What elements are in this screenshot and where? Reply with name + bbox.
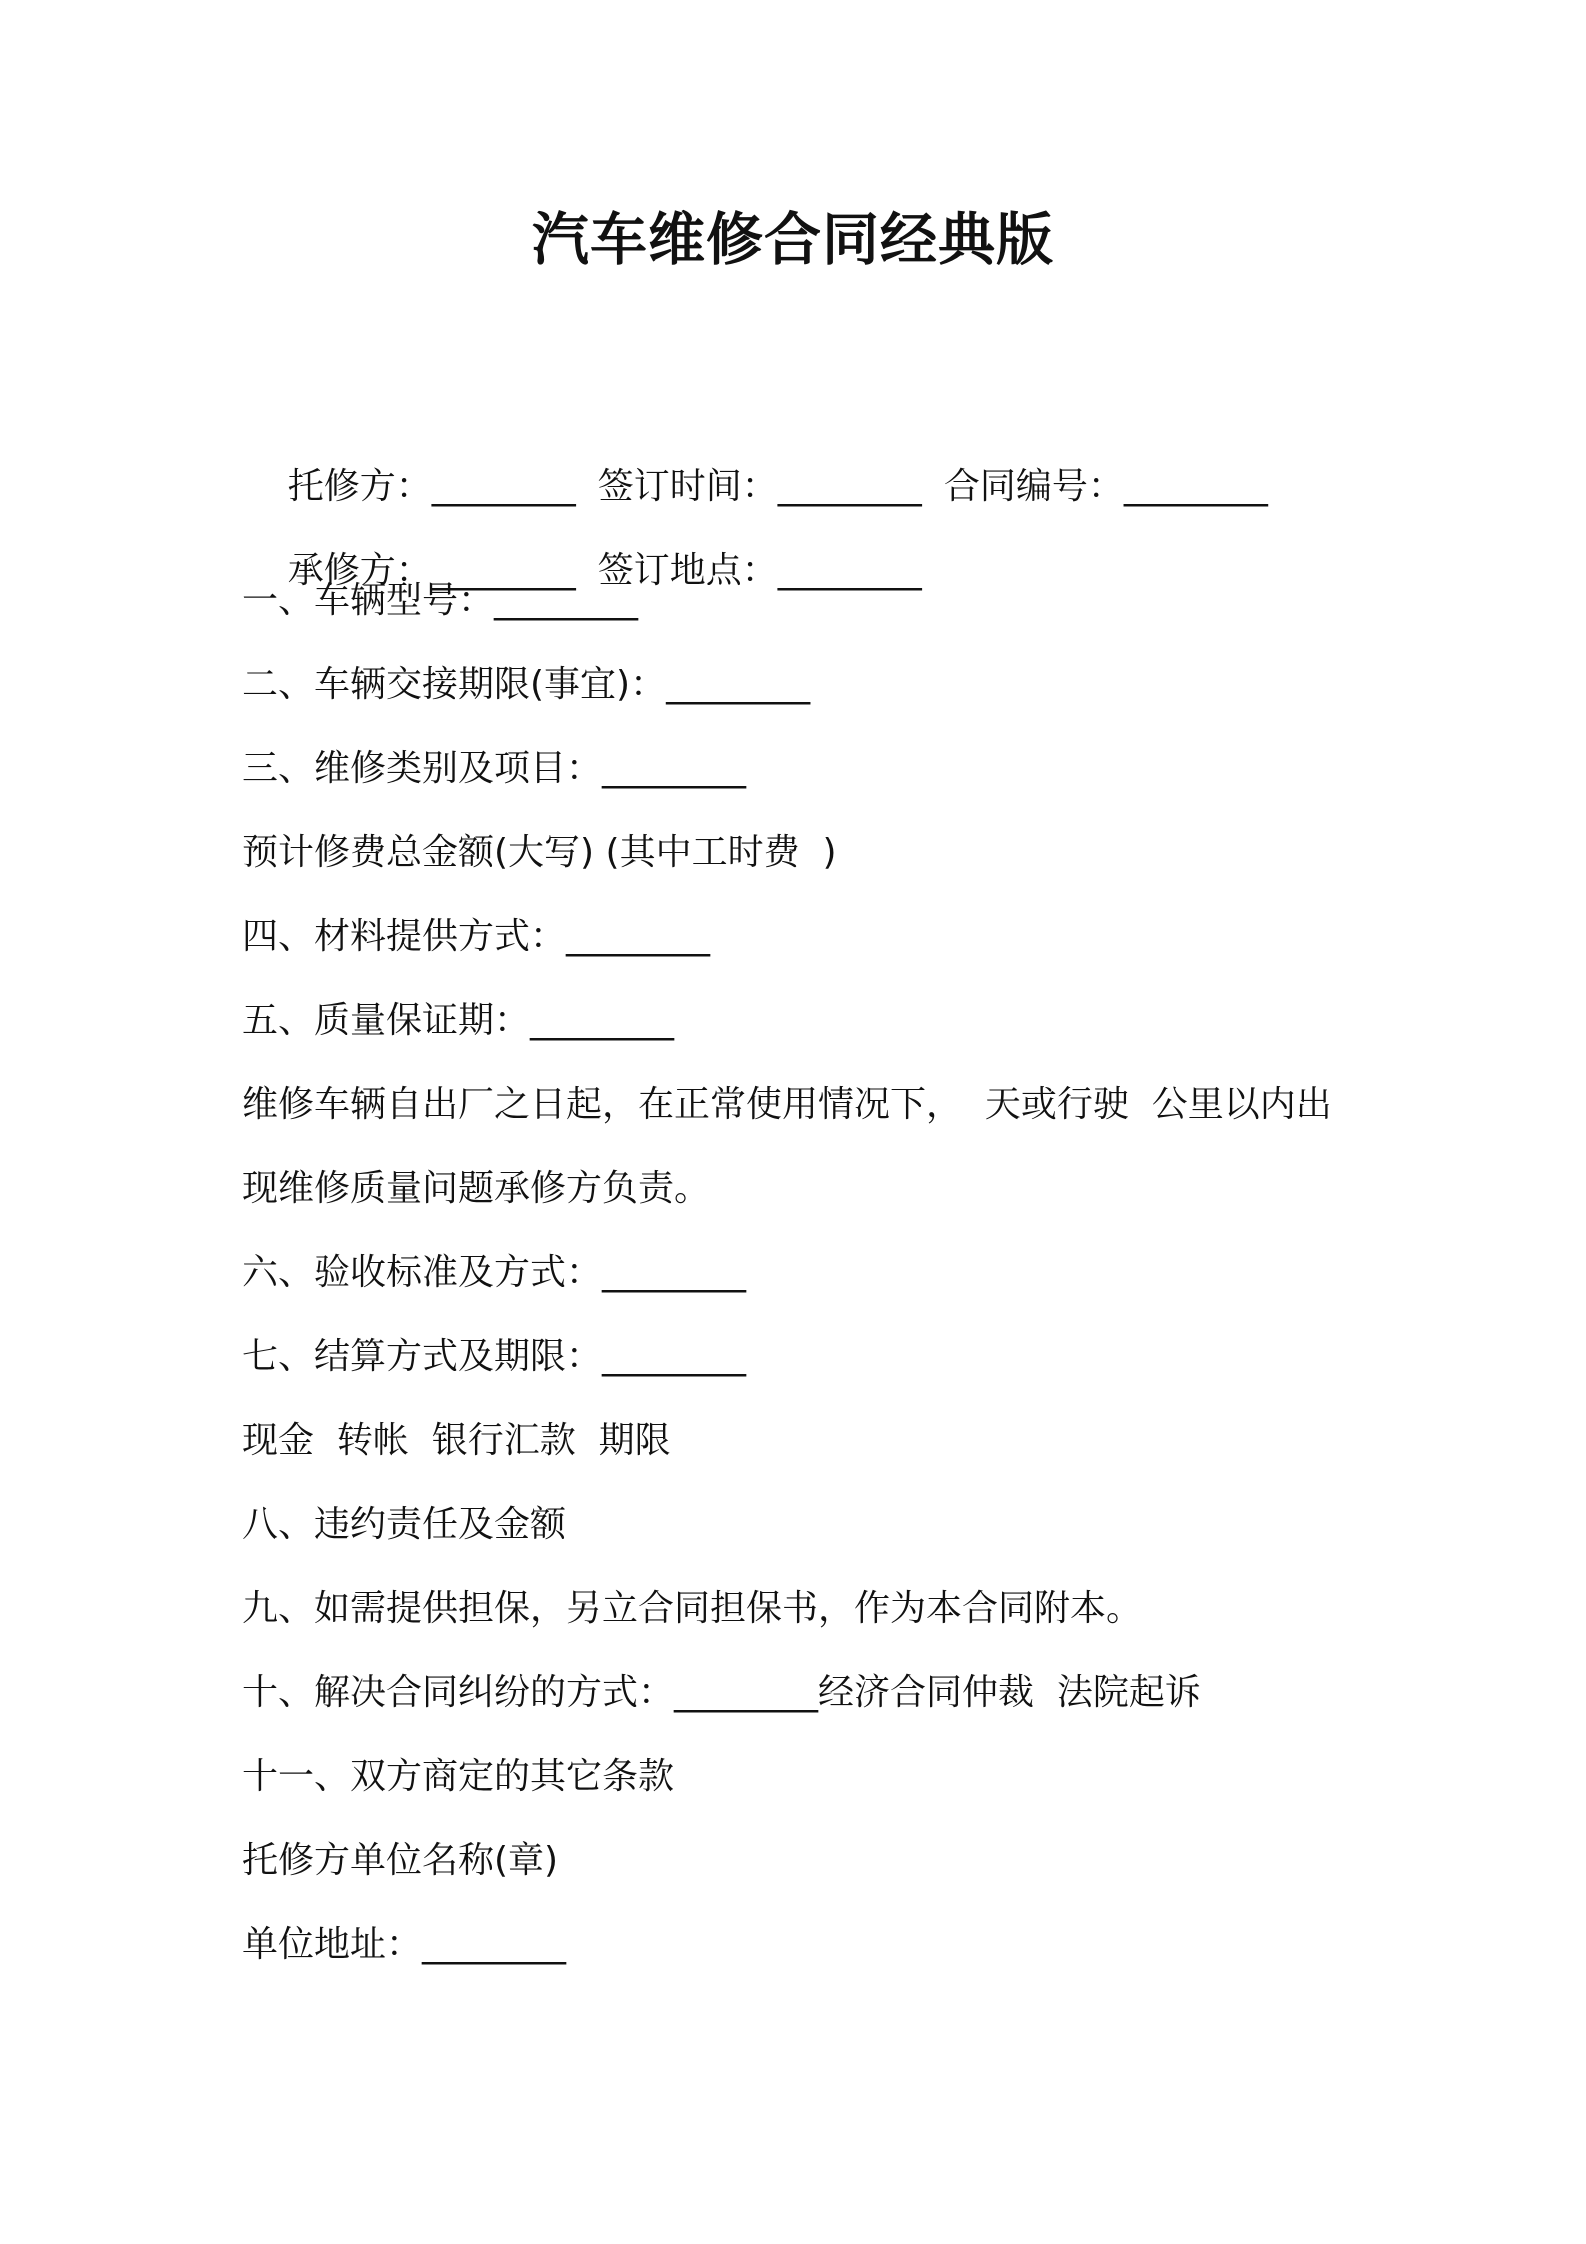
payment-options: 现金 转帐 银行汇款 期限 [242, 1420, 671, 1461]
clause-other-terms: 十一、双方商定的其它条款 [242, 1756, 675, 1797]
client-field: 托修方：________ [287, 466, 576, 507]
clause-settlement-method: 七、结算方式及期限：________ [242, 1336, 747, 1377]
contract-number-field: 合同编号：________ [943, 466, 1268, 507]
clause-handover-period: 二、车辆交接期限(事宜)：________ [242, 664, 811, 705]
sign-place-field: 签订地点：________ [597, 550, 922, 591]
contractor-field: 承修方：________ [287, 550, 576, 591]
clause-vehicle-model: 一、车辆型号：________ [242, 580, 639, 621]
clause-warranty-period: 五、质量保证期：________ [242, 1000, 675, 1041]
client-unit-name: 托修方单位名称(章) [242, 1840, 559, 1881]
clause-repair-category: 三、维修类别及项目：________ [242, 748, 747, 789]
clause-material-supply: 四、材料提供方式：________ [242, 916, 711, 957]
estimated-total-cost: 预计修费总金额(大写) (其中工时费 ) [242, 832, 837, 873]
clause-breach-liability: 八、违约责任及金额 [242, 1504, 567, 1545]
clause-dispute-resolution: 十、解决合同纠纷的方式：________经济合同仲裁 法院起诉 [242, 1672, 1201, 1713]
warranty-text-line-2: 现维修质量问题承修方负责。 [242, 1168, 711, 1209]
sign-time-field: 签订时间：________ [597, 466, 922, 507]
warranty-text-line-1: 维修车辆自出厂之日起，在正常使用情况下， 天或行驶 公里以内出 [242, 1084, 1332, 1125]
clause-guarantee: 九、如需提供担保，另立合同担保书，作为本合同附本。 [242, 1588, 1143, 1629]
document-title: 汽车维修合同经典版 [532, 207, 1054, 273]
unit-address: 单位地址：________ [242, 1924, 567, 1965]
clause-acceptance-standard: 六、验收标准及方式：________ [242, 1252, 747, 1293]
